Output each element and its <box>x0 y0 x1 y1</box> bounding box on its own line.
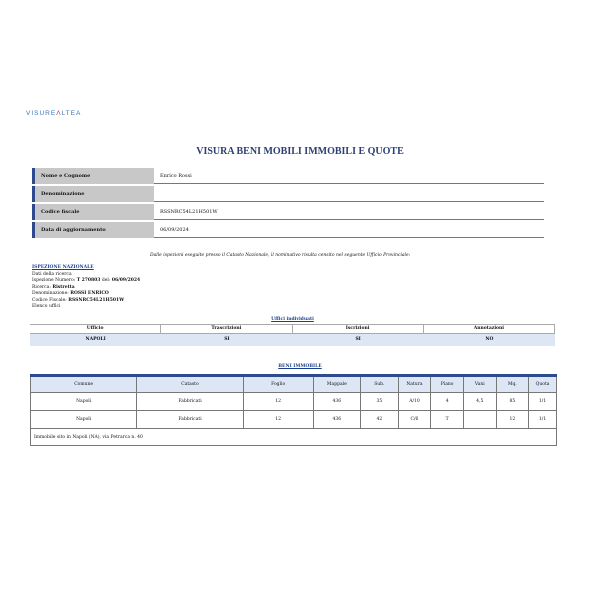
codice-fiscale-line: Codice Fiscale: RSSNRC54L21H501W <box>32 297 125 303</box>
beni-header: Sub. <box>361 376 399 393</box>
beni-header: Comune <box>31 376 137 393</box>
elenco-uffici: Elenco uffici <box>32 304 61 309</box>
beni-header-row <box>31 376 557 393</box>
uffici-cell: SI <box>355 337 361 342</box>
beni-title: BENI IMMOBILE <box>278 364 322 369</box>
beni-header: Vani <box>463 376 496 393</box>
beni-cell: Fabbricati <box>137 411 243 429</box>
beni-cell: Fabbricati <box>137 393 243 411</box>
uffici-cell: SI <box>224 337 230 342</box>
denominazione-line: Denominazione: ROSSI ENRICO <box>32 291 109 296</box>
beni-cell: 4 <box>431 393 464 411</box>
beni-cell: 4,5 <box>463 393 496 411</box>
beni-cell: 436 <box>313 393 361 411</box>
beni-table <box>30 374 557 446</box>
beni-header: Quota <box>529 376 557 393</box>
ispezione-numero-line: Ispezione Numero: T 270803 del: 06/09/2024 <box>32 278 141 283</box>
beni-header: Piano <box>431 376 464 393</box>
table-row <box>31 411 557 429</box>
beni-cell: Napoli <box>31 393 137 411</box>
info-value: RSSNRC54L21H501W <box>154 204 544 220</box>
beni-cell: 85 <box>496 393 529 411</box>
ispezione-heading: ISPEZIONE NAZIONALE <box>32 265 94 270</box>
search-note: Dalle ispezioni eseguite presso il Catasto Nazionale, il nominativo risulta censito nel seguente Ufficio Provinciale: <box>150 253 411 258</box>
info-row-denominazione <box>32 186 544 202</box>
beni-cell: T <box>431 411 464 429</box>
beni-cell: 436 <box>313 411 361 429</box>
info-row-codice-fiscale <box>32 204 544 220</box>
beni-cell: 1/1 <box>529 411 557 429</box>
beni-cell: A/10 <box>398 393 431 411</box>
info-label: Nome e Cognome <box>32 168 154 184</box>
info-label: Data di aggiornamento <box>32 222 154 238</box>
uffici-header: Ufficio <box>30 325 161 334</box>
beni-footer: Immobile sito in Napoli (NA), via Petrarca n. 40 <box>31 429 557 446</box>
beni-header: Natura <box>398 376 431 393</box>
ricerca-line: Ricerca: Ristretta <box>32 284 75 290</box>
info-value: Enrico Rossi <box>154 168 544 184</box>
visure-altea-logo: VISUREΛLTEA <box>26 110 82 117</box>
beni-cell: Napoli <box>31 411 137 429</box>
beni-cell: C/6 <box>398 411 431 429</box>
info-value: 06/09/2024 <box>154 222 544 238</box>
uffici-header-row <box>30 325 555 334</box>
document-title: VISURA BENI MOBILI IMMOBILI E QUOTE <box>196 146 404 157</box>
uffici-table <box>30 317 555 346</box>
uffici-header: Iscrizioni <box>293 325 424 334</box>
beni-cell: 12 <box>496 411 529 429</box>
dati-ricerca: Dati della ricerca <box>32 271 72 277</box>
beni-footer-row <box>31 429 557 446</box>
beni-header: Mq. <box>496 376 529 393</box>
info-value <box>154 186 544 202</box>
beni-cell: 42 <box>361 411 399 429</box>
beni-header: Catasto <box>137 376 243 393</box>
beni-cell <box>463 411 496 429</box>
info-row-data-aggiornamento <box>32 222 544 238</box>
info-row-nome <box>32 168 544 184</box>
table-row <box>31 393 557 411</box>
uffici-cell: NAPOLI <box>85 337 106 342</box>
info-table <box>32 168 544 240</box>
ispezione-block <box>32 265 140 311</box>
beni-cell: 12 <box>243 393 313 411</box>
info-label: Denominazione <box>32 186 154 202</box>
beni-header: Foglio <box>243 376 313 393</box>
uffici-cell: NO <box>485 337 494 342</box>
beni-cell: 35 <box>361 393 399 411</box>
uffici-data-row <box>30 334 555 346</box>
beni-cell: 1/1 <box>529 393 557 411</box>
beni-cell: 12 <box>243 411 313 429</box>
uffici-title: Uffici individuati <box>30 317 555 325</box>
info-label: Codice fiscale <box>32 204 154 220</box>
uffici-header: Trascrizioni <box>161 325 292 334</box>
uffici-header: Annotazioni <box>424 325 555 334</box>
beni-header: Mappale <box>313 376 361 393</box>
